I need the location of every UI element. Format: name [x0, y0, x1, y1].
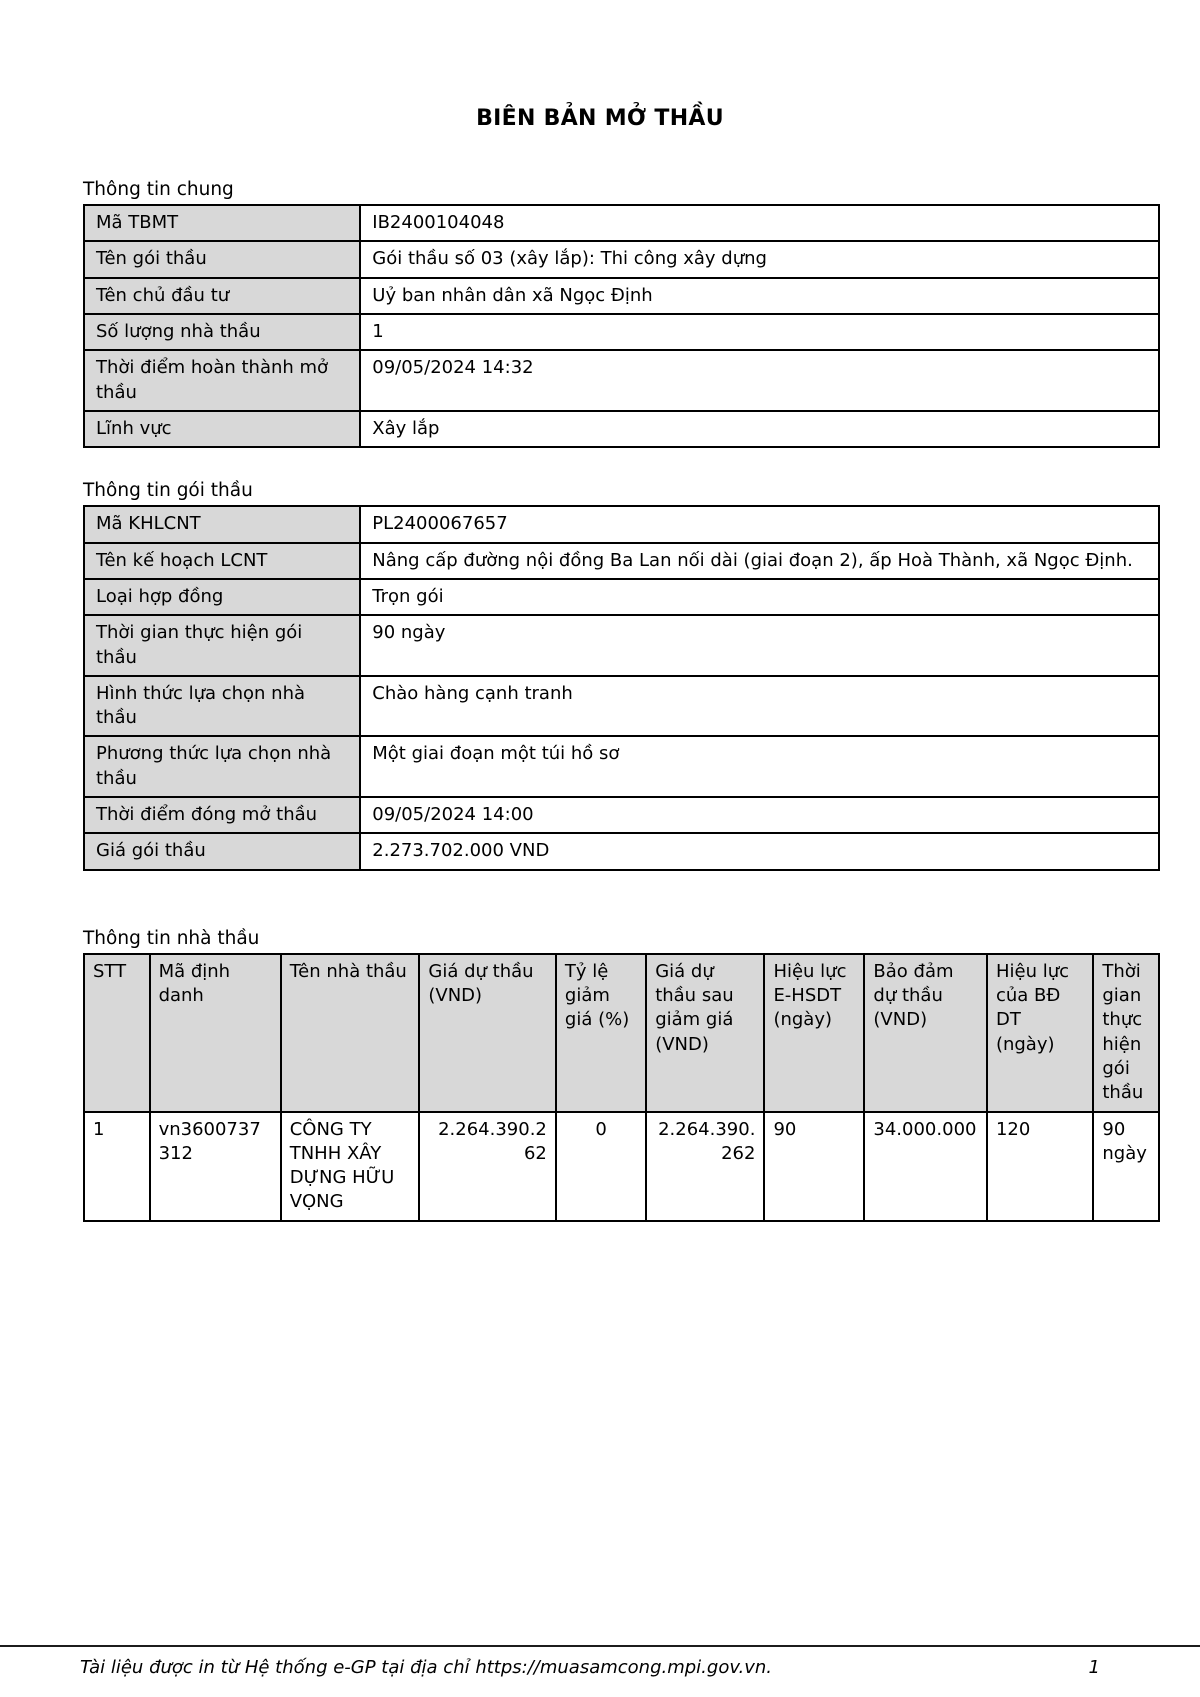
row-label: Tên chủ đầu tư — [84, 278, 360, 314]
table-row — [84, 543, 1159, 579]
document-body — [83, 178, 1160, 1222]
table-row — [84, 797, 1159, 833]
row-label: Số lượng nhà thầu — [84, 314, 360, 350]
section-heading-general: Thông tin chung — [83, 179, 234, 200]
cell-ten-nha-thau: CÔNG TY TNHH XÂY DỰNG HỮU VỌNG — [281, 1112, 420, 1221]
cell-bao-dam-du-thau: 34.000.000 — [864, 1112, 987, 1221]
row-value: Nâng cấp đường nội đồng Ba Lan nối dài (giai đoạn 2), ấp Hoà Thành, xã Ngọc Định. — [360, 543, 1159, 579]
row-label: Loại hợp đồng — [84, 579, 360, 615]
row-label: Phương thức lựa chọn nhà thầu — [84, 736, 360, 797]
row-value: 09/05/2024 14:00 — [360, 797, 1159, 833]
section-heading-package: Thông tin gói thầu — [83, 480, 253, 502]
table-row — [84, 411, 1159, 447]
page-footer — [0, 1645, 1200, 1678]
page-title: BIÊN BẢN MỞ THẦU — [476, 106, 724, 131]
cell-ma-dinh-danh: vn3600737312 — [150, 1112, 281, 1221]
column-header-hieu-luc-bddt: Hiệu lực của BĐ DT (ngày) — [987, 954, 1093, 1112]
package-info-table — [83, 505, 1160, 870]
table-row — [84, 314, 1159, 350]
row-value: Xây lắp — [360, 411, 1159, 447]
cell-thoi-gian-thuc-hien: 90 ngày — [1093, 1112, 1159, 1221]
table-row — [84, 241, 1159, 277]
row-value: 2.273.702.000 VND — [360, 833, 1159, 869]
cell-hieu-luc-bddt: 120 — [987, 1112, 1093, 1221]
table-header-row — [84, 954, 1159, 1112]
row-label: Mã KHLCNT — [84, 506, 360, 542]
row-value: Uỷ ban nhân dân xã Ngọc Định — [360, 278, 1159, 314]
table-row — [84, 350, 1159, 411]
general-info-table — [83, 204, 1160, 448]
page-number: 1 — [1088, 1657, 1100, 1678]
row-label: Thời gian thực hiện gói thầu — [84, 615, 360, 676]
row-label: Thời điểm đóng mở thầu — [84, 797, 360, 833]
column-header-hieu-luc-ehsdt: Hiệu lực E-HSDT (ngày) — [764, 954, 864, 1112]
row-label: Thời điểm hoàn thành mở thầu — [84, 350, 360, 411]
column-header-ten-nha-thau: Tên nhà thầu — [281, 954, 420, 1112]
row-value: PL2400067657 — [360, 506, 1159, 542]
row-value: 09/05/2024 14:32 — [360, 350, 1159, 411]
table-row — [84, 615, 1159, 676]
row-value: 1 — [360, 314, 1159, 350]
table-row — [84, 736, 1159, 797]
table-row — [84, 205, 1159, 241]
row-label: Lĩnh vực — [84, 411, 360, 447]
table-row — [84, 506, 1159, 542]
column-header-bao-dam-du-thau: Bảo đảm dự thầu (VND) — [864, 954, 987, 1112]
row-label: Mã TBMT — [84, 205, 360, 241]
row-value: IB2400104048 — [360, 205, 1159, 241]
cell-ty-le-giam-gia: 0 — [556, 1112, 646, 1221]
column-header-ma-dinh-danh: Mã định danh — [150, 954, 281, 1112]
row-value: Trọn gói — [360, 579, 1159, 615]
column-header-gia-sau-giam-gia: Giá dự thầu sau giảm giá (VND) — [646, 954, 764, 1112]
row-value: 90 ngày — [360, 615, 1159, 676]
cell-stt: 1 — [84, 1112, 150, 1221]
table-row — [84, 1112, 1159, 1221]
row-value: Một giai đoạn một túi hồ sơ — [360, 736, 1159, 797]
section-heading-contractors: Thông tin nhà thầu — [83, 927, 260, 949]
cell-hieu-luc-ehsdt: 90 — [764, 1112, 864, 1221]
row-value: Gói thầu số 03 (xây lắp): Thi công xây dựng — [360, 241, 1159, 277]
contractor-table — [83, 953, 1160, 1222]
cell-gia-sau-giam-gia: 2.264.390.262 — [646, 1112, 764, 1221]
row-value: Chào hàng cạnh tranh — [360, 676, 1159, 737]
cell-gia-du-thau: 2.264.390.262 — [419, 1112, 556, 1221]
column-header-gia-du-thau: Giá dự thầu (VND) — [419, 954, 556, 1112]
row-label: Hình thức lựa chọn nhà thầu — [84, 676, 360, 737]
table-row — [84, 579, 1159, 615]
column-header-ty-le-giam-gia: Tỷ lệ giảm giá (%) — [556, 954, 646, 1112]
row-label: Giá gói thầu — [84, 833, 360, 869]
table-row — [84, 833, 1159, 869]
table-row — [84, 278, 1159, 314]
column-header-stt: STT — [84, 954, 150, 1112]
row-label: Tên kế hoạch LCNT — [84, 543, 360, 579]
table-row — [84, 676, 1159, 737]
column-header-thoi-gian-thuc-hien: Thời gian thực hiện gói thầu — [1093, 954, 1159, 1112]
row-label: Tên gói thầu — [84, 241, 360, 277]
footer-source-text: Tài liệu được in từ Hệ thống e-GP tại địa chỉ https://muasamcong.mpi.gov.vn. — [80, 1657, 773, 1678]
